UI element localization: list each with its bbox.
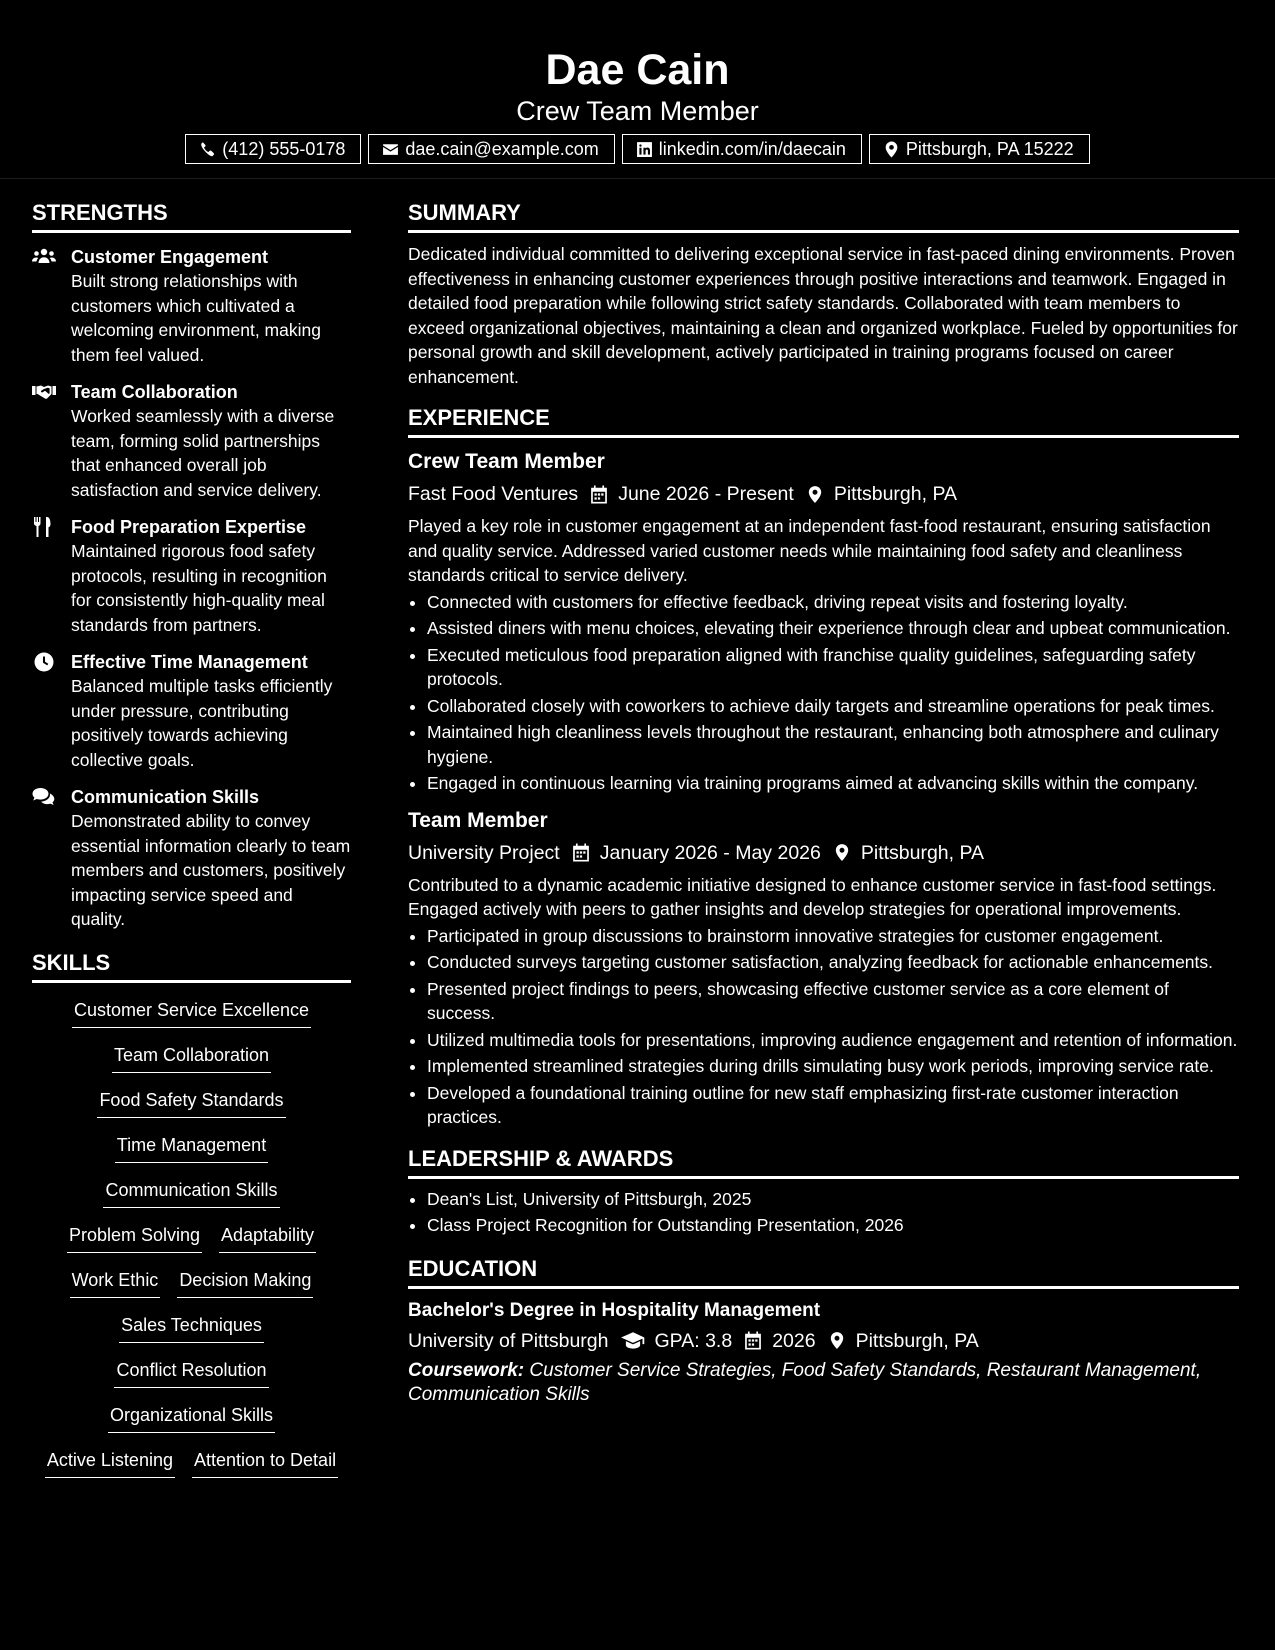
envelope-icon [382,141,399,158]
job-bullet: • Participated in group discussions to brainstorm innovative strategies for customer engagement. [427,924,1239,949]
summary-section [408,198,1239,389]
job-description: Played a key role in customer engagement at an independent fast-food restaurant, ensuring satisfaction and quality service. Addressed varied customer needs while maintaining food safety and cleanliness standards critical to service delivery. [408,516,1211,585]
summary-text: Dedicated individual committed to delivering exceptional service in fast-paced dining environments. Proven effectiveness in enhancing customer experiences through positive interactions and teamwork. Engaged in detailed food preparation while following strict safety standards. Collaborated with team members to exceed organizational objectives, maintaining a clean and organized workplace. Fueled by opportunities for personal growth and skill development, actively participated in training programs focused on career enhancement. [408,244,1238,387]
gpa: GPA: 3.8 [654,1329,733,1352]
job-bullets [408,590,1239,796]
contact-phone[interactable] [185,134,361,164]
job-meta [408,838,1239,868]
strength-item [32,380,351,502]
comments-icon [32,787,56,807]
award-item: • Class Project Recognition for Outstanding Presentation, 2026 [427,1213,1239,1238]
phone-icon [199,141,216,158]
contact-email-text: dae.cain@example.com [405,138,599,159]
coursework-label: Coursework: [408,1359,525,1381]
skills-heading: SKILLS [32,948,351,983]
job-dates: June 2026 - Present [618,483,794,505]
job-bullets [408,924,1239,1130]
job-bullet: • Presented project findings to peers, showcasing effective customer service as a core element of success. [427,977,1239,1026]
skill-tag: Adaptability [219,1222,316,1253]
skill-tag: Food Safety Standards [97,1087,285,1118]
contact-linkedin[interactable] [622,134,862,164]
skill-tag: Attention to Detail [192,1447,338,1478]
job-bullet: • Maintained high cleanliness levels throughout the restaurant, enhancing both atmosphere and culinary hygiene. [427,720,1239,769]
contact-phone-text: (412) 555-0178 [222,138,346,159]
coursework-list: Customer Service Strategies, Food Safety Standards, Restaurant Management, Communication Skills [408,1359,1202,1405]
skill-tag: Sales Techniques [119,1312,264,1343]
location-pin-icon [883,141,900,158]
skill-tag: Work Ethic [70,1267,161,1298]
awards-list [408,1187,1239,1238]
awards-heading: LEADERSHIP & AWARDS [408,1144,1239,1179]
location-pin-icon [828,1331,846,1350]
strength-item [32,650,351,772]
job-entry [408,807,1239,1130]
job-bullet: • Conducted surveys targeting customer satisfaction, analyzing feedback for actionable enhancements. [427,950,1239,975]
location-pin-icon [833,843,851,862]
resume-header [0,0,1275,179]
strength-item [32,245,351,367]
strengths-section [32,198,351,932]
contact-bar [0,134,1275,164]
graduation-cap-icon [621,1331,645,1350]
skills-list [32,997,351,1492]
job-company: University Project [408,841,560,864]
handshake-icon [32,382,56,402]
experience-section [408,403,1239,1130]
summary-heading: SUMMARY [408,198,1239,233]
strength-title: Communication Skills [71,787,260,807]
job-bullet: • Utilized multimedia tools for presentations, improving audience engagement and retention of information. [427,1028,1239,1053]
calendar-icon [590,485,608,504]
location-pin-icon [806,485,824,504]
graduation-year: 2026 [772,1329,816,1352]
strength-desc: Worked seamlessly with a diverse team, forming solid partnerships that enhanced overall job satisfaction and service delivery. [71,406,335,500]
skill-tag: Problem Solving [67,1222,202,1253]
strength-item [32,515,351,637]
users-icon [32,247,56,267]
strength-desc: Balanced multiple tasks efficiently under pressure, contributing positively towards achieving collective goals. [71,676,333,770]
skill-tag: Decision Making [177,1267,313,1298]
job-bullet: • Executed meticulous food preparation aligned with franchise quality guidelines, safeguarding safety protocols. [427,643,1239,692]
job-entry [408,448,1239,796]
clock-icon [32,652,56,672]
coursework [408,1359,1239,1408]
skill-tag: Communication Skills [103,1177,279,1208]
job-company: Fast Food Ventures [408,483,579,505]
education-heading: EDUCATION [408,1254,1239,1289]
job-title: Team Member [408,808,548,832]
job-bullet: • Developed a foundational training outline for new staff emphasizing first-rate customer interaction practices. [427,1081,1239,1130]
job-bullet: • Engaged in continuous learning via training programs aimed at advancing skills within the company. [427,771,1239,796]
job-bullet: • Implemented streamlined strategies during drills simulating busy work periods, improving service rate. [427,1054,1239,1079]
contact-location[interactable] [869,134,1090,164]
skill-tag: Active Listening [45,1447,175,1478]
left-column [32,198,351,1492]
education-location: Pittsburgh, PA [855,1329,979,1352]
job-description: Contributed to a dynamic academic initiative designed to enhance customer service in fast-food settings. Engaged actively with peers to gather insights and develop strategies for operational improvements. [408,874,1217,919]
skills-section [32,948,351,1492]
job-dates: January 2026 - May 2026 [599,841,821,864]
job-title: Crew Team Member [408,450,605,473]
strength-title: Customer Engagement [71,247,269,267]
strength-desc: Maintained rigorous food safety protocols, resulting in recognition for consistently high-quality meal standards from partners. [71,541,327,635]
skill-tag: Time Management [115,1132,268,1163]
strength-desc: Built strong relationships with customers which cultivated a welcoming environment, making them feel valued. [71,271,321,365]
job-bullet: • Assisted diners with menu choices, elevating their experience through clear and upbeat communication. [427,616,1239,641]
skill-tag: Conflict Resolution [114,1357,268,1388]
award-item: • Dean's List, University of Pittsburgh, 2025 [427,1187,1239,1212]
contact-linkedin-text: linkedin.com/in/daecain [658,138,846,159]
right-column [408,198,1239,1408]
job-meta [408,479,1239,509]
strengths-heading: STRENGTHS [32,198,351,233]
candidate-title: Crew Team Member [516,96,759,126]
contact-location-text: Pittsburgh, PA 15222 [905,138,1074,159]
job-bullet: • Connected with customers for effective feedback, driving repeat visits and fostering loyalty. [427,590,1239,615]
skill-tag: Team Collaboration [112,1042,271,1073]
strength-title: Food Preparation Expertise [71,517,307,537]
calendar-icon [744,1331,762,1350]
contact-email[interactable] [368,134,614,164]
job-location: Pittsburgh, PA [860,841,985,864]
utensils-icon [32,517,56,537]
calendar-icon [572,843,590,862]
strength-item [32,785,351,932]
linkedin-icon [636,141,653,158]
education-meta [408,1326,1239,1356]
skill-tag: Organizational Skills [108,1402,275,1433]
strength-title: Effective Time Management [71,652,308,672]
candidate-name: Dae Cain [545,46,730,94]
strength-desc: Demonstrated ability to convey essential information clearly to team members and customers, positively impacting service speed and quality. [71,811,351,929]
degree-title: Bachelor's Degree in Hospitality Management [408,1299,821,1321]
job-bullet: • Collaborated closely with coworkers to achieve daily targets and streamline operations for peak times. [427,694,1239,719]
skill-tag: Customer Service Excellence [72,997,311,1028]
experience-heading: EXPERIENCE [408,403,1239,438]
strength-title: Team Collaboration [71,382,238,402]
job-location: Pittsburgh, PA [833,483,958,505]
school-name: University of Pittsburgh [408,1329,609,1352]
awards-section [408,1144,1239,1238]
education-section [408,1254,1239,1408]
